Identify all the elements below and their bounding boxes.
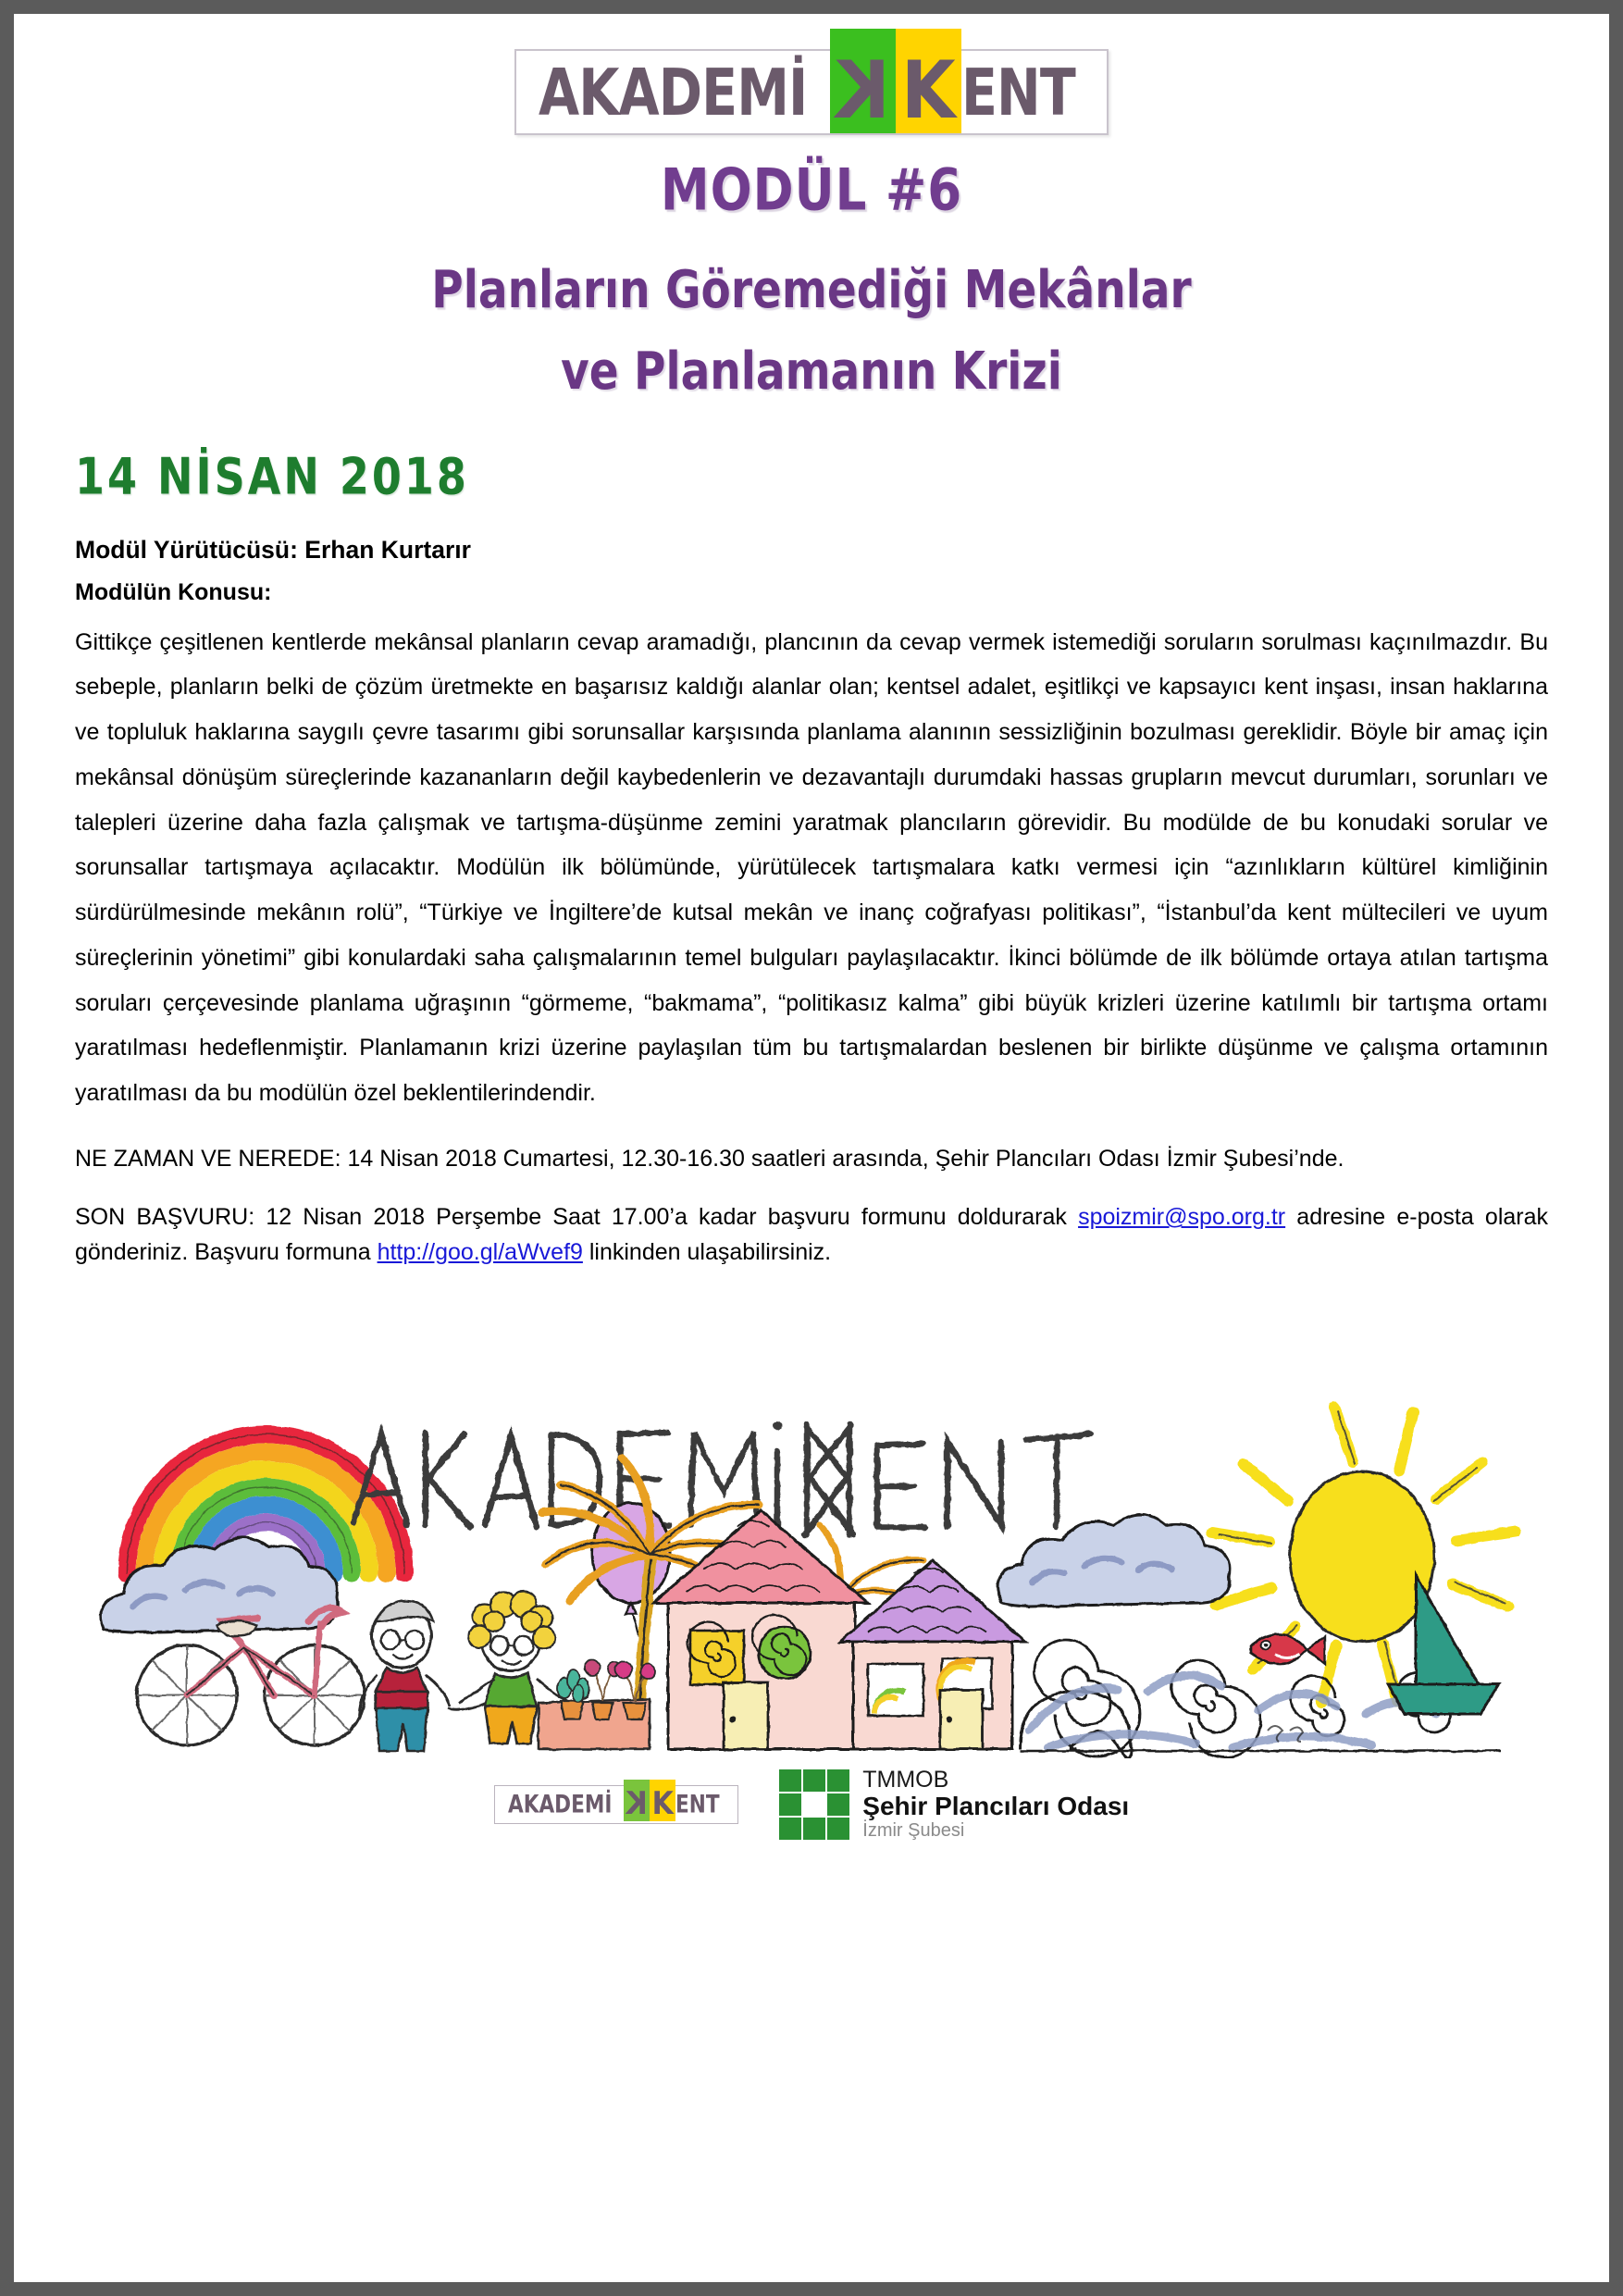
when-where-paragraph: NE ZAMAN VE NEREDE: 14 Nisan 2018 Cumartesi, 12.30-16.30 saatleri arasında, Şehir Plancıları Odası İzmir Şubesi’nde. — [75, 1145, 1344, 1172]
tmmob-cell-center-hole — [803, 1793, 825, 1816]
tmmob-line1: TMMOB — [862, 1767, 949, 1793]
cloud-right-icon — [997, 1515, 1230, 1607]
footer-akademikkent-text — [507, 1784, 725, 1822]
tmmob-cell — [803, 1769, 825, 1792]
subject-label: Modülün Konusu: — [75, 579, 272, 606]
tmmob-cell — [827, 1793, 849, 1816]
tmmob-grid-icon — [779, 1769, 849, 1840]
tmmob-cell — [779, 1818, 801, 1840]
fish-icon — [1251, 1634, 1325, 1664]
footer-logo-part-ent: ENT — [675, 1790, 720, 1819]
tmmob-cell — [827, 1769, 849, 1792]
deadline-middle-text: adresine e-posta olarak gönderiniz. Başvuru formuna — [75, 1204, 1549, 1265]
akademikkent-hand-drawn-banner — [75, 1296, 1548, 1758]
akademikkent-logo — [514, 44, 1109, 137]
tmmob-cell — [827, 1818, 849, 1840]
module-title-line2: ve Planlamanın Krizi — [561, 341, 1062, 403]
tmmob-cell — [803, 1818, 825, 1840]
handwritten-akademikkent-text — [353, 1421, 1090, 1534]
logo-k-yellow-block — [896, 44, 961, 137]
logo-part-ent: ENT — [960, 55, 1075, 131]
footer-logos — [75, 1768, 1548, 1841]
footer-logo-k-yellow-block — [650, 1784, 675, 1822]
tmmob-line3: İzmir Şubesi — [862, 1819, 965, 1841]
deadline-suffix-text: linkinden ulaşabilirsiniz. — [582, 1238, 832, 1265]
coordinator-line: Modül Yürütücüsü: Erhan Kurtarır — [75, 535, 471, 564]
module-title-line1: Planların Göremediği Mekânlar — [431, 259, 1192, 321]
footer-logo-k-normal: K — [651, 1784, 674, 1822]
event-date-heading: 14 NİSAN 2018 — [75, 446, 469, 506]
logo-part-akademi: AKADEMİ — [538, 55, 808, 131]
footer-logo-k-green-block — [624, 1784, 650, 1822]
deadline-paragraph — [75, 1200, 1548, 1270]
tmmob-line2: Şehir Plancıları Odası — [862, 1792, 1130, 1821]
tmmob-text — [862, 1768, 1129, 1841]
body-content — [75, 534, 1548, 1271]
deadline-prefix-text: SON BAŞVURU: 12 Nisan 2018 Perşembe Saat 17.00’a kadar başvuru formunu doldurarak — [75, 1204, 1079, 1231]
footer-akademikkent-logo — [494, 1785, 738, 1824]
footer-logo-k-mirrored: K — [626, 1784, 648, 1822]
subject-paragraph: Gittikçe çeşitlenen kentlerde mekânsal planların cevap aramadığı, plancının da cevap vermek istemediği soruların sorulması kaçınılmazdır. Bu sebeple, planların belki de çözüm üretmekte en başarısız kaldığı alanlar olan; kentsel adalet, eşitlikçi ve kapsayıcı kent inşası, insan haklarına ve topluluk haklarına saygılı çevre tasarımı gibi sorunsallar karşısında planlama alanının sessizliğinin bozulması gereklidir. Böyle bir amaç için mekânsal dönüşüm süreçlerinde kazananların değil kaybedenlerin ve dezavantajlı durumdaki hassas grupların mevcut durumları, sorunları ve talepleri üzerine daha fazla çalışmak ve tartışma-düşünme zemini yaratmak plancıların görevidir. Bu modülde de bu konudaki sorular ve sorunsallar tartışmaya açılacaktır. Modülün ilk bölümünde, yürütülecek tartışmalara katkı vermesi için “azınlıkların kültürel kimliğinin sürdürülmesinde mekânın rolü”, “Türkiye ve İngiltere’de kutsal mekân ve inanç coğrafyası politikası”, “İstanbul’da kent mültecileri ve uyum süreçlerinin yönetimi” gibi konulardaki saha çalışmalarının temel bulguları paylaşılacaktır. İkinci bölümde de ilk bölümde ortaya atılan tartışma soruları çerçevesinde planlama uğraşının “görmeme, “bakmama”, “politikasız kalma” gibi büyük krizleri üzerine katılımlı bir tartışma ortamı yaratılması hedeflenmiştir. Planlamanın krizi üzerine paylaşılan tüm bu tartışmalardan beslenen bir birlikte düşünme ve çalışma ortamının yaratılması da bu modülün özel beklentilerindendir. — [75, 628, 1548, 1107]
tmmob-logo — [779, 1768, 1129, 1841]
email-link[interactable]: spoizmir@spo.org.tr — [1078, 1204, 1286, 1231]
module-number-heading: MODÜL #6 — [660, 157, 963, 225]
footer-logo-part-akademi: AKADEMİ — [507, 1790, 613, 1819]
logo-k-green-block — [830, 44, 896, 137]
document-page — [14, 14, 1609, 2282]
akademikkent-logo-text — [538, 44, 1084, 137]
illustration-svg — [75, 1296, 1548, 1758]
header-logo-wrapper — [75, 14, 1548, 135]
module-title-heading — [75, 251, 1548, 413]
form-link[interactable]: http://goo.gl/aWvef9 — [377, 1238, 583, 1265]
logo-k-mirrored: K — [836, 44, 891, 137]
logo-k-normal: K — [901, 44, 956, 137]
tmmob-cell — [779, 1769, 801, 1792]
tmmob-cell — [779, 1793, 801, 1816]
